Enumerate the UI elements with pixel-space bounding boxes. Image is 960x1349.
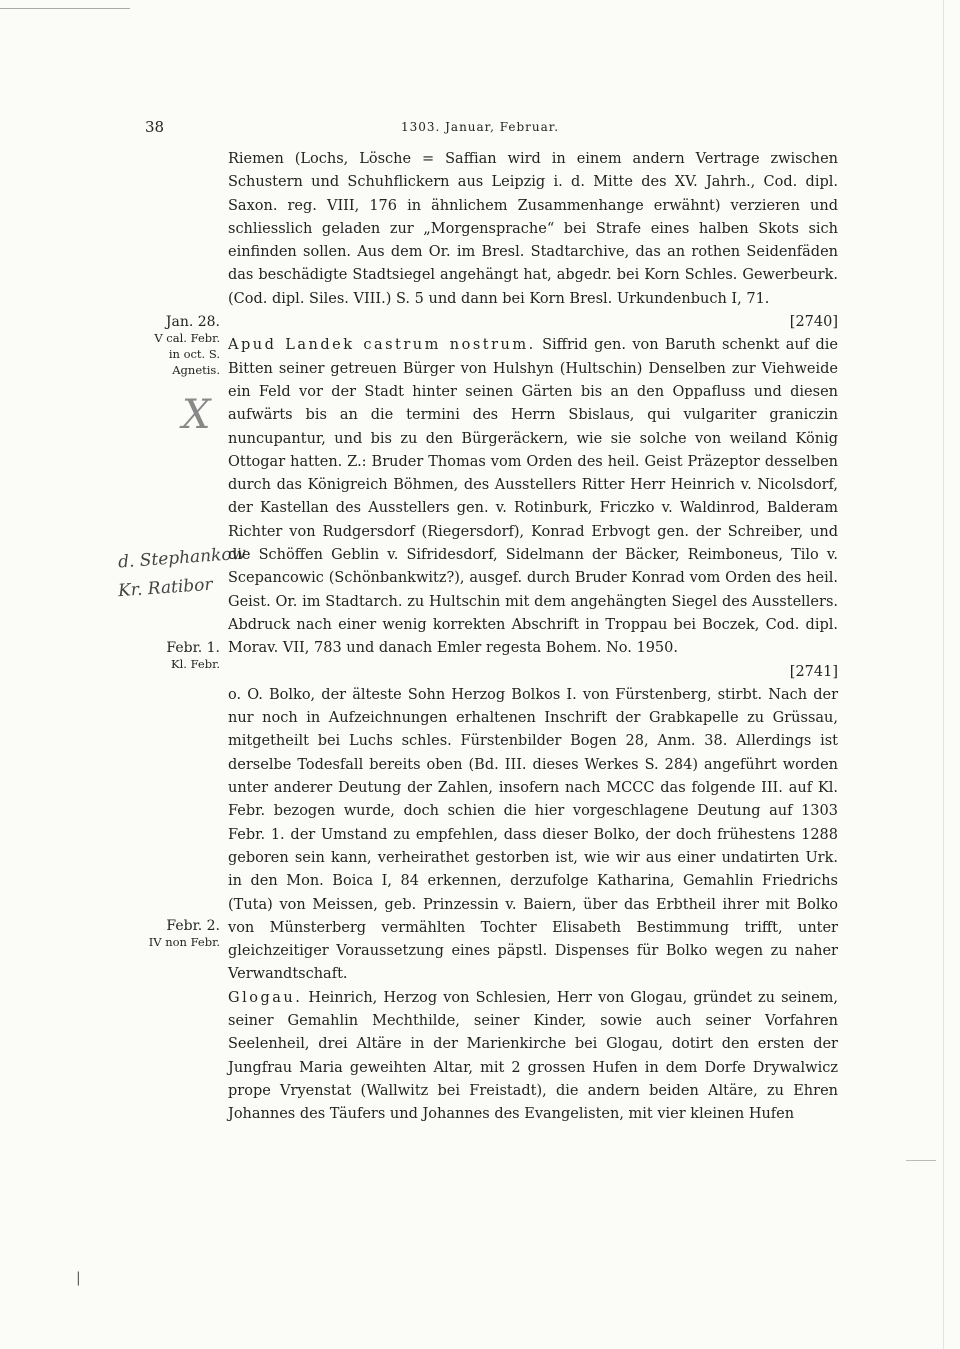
page-number: 38	[145, 118, 165, 136]
running-head: 1303. Januar, Februar.	[400, 120, 560, 134]
paragraph	[228, 148, 838, 334]
margin-date-febr-1	[166, 640, 220, 672]
margin-date: Jan. 28.	[165, 314, 220, 330]
place-name: o. O.	[228, 686, 263, 703]
paragraph-text: Heinrich, Herzog von Schlesien, Herr von Glogau, gründet zu seinem, seiner Gemahlin Mechthilde, seiner Kinder, sowie auch seiner Vorfahren Seelenheil, drei Altäre in der Marienkirche bei Glogau, dotirt den ersten der Jungfrau Maria geweihten Altar, mit 2 grossen Hufen in dem Dorfe Drywalwicz prope Vryenstat (Wallwitz bei Freistadt), die andern beiden Altäre, zu Ehren Johannes des Täufers und Johannes des Evangelisten, mit vier kleinen Hufen	[228, 989, 839, 1123]
paragraph-text: Bolko, der älteste Sohn Herzog Bolkos I. von Fürstenberg, stirbt. Nach der nur noch in Aufzeichnungen erhaltenen Inschrift der Grabkapelle zu Grüssau, mitgetheilt bei Luchs schles. Fürstenbilder Bogen 28, Anm. 38. Allerdings ist derselbe Todesfall bereits oben (Bd. III. dieses Werkes S. 284) angeführt worden unter anderer Deutung der Zahlen, insofern nach MCCC das folgende III. auf Kl. Febr. bezogen wurde, doch schien die hier vorgeschlagene Deutung auf 1303 Febr. 1. der Umstand zu empfehlen, dass dieser Bolko, der doch frühestens 1288 geboren sein kann, verheirathet gestorben ist, wie wir aus einer undatirten Urk. in den Mon. Boica I, 84 erkennen, derzufolge Katharina, Gemahlin Friedrichs (Tuta) von Meissen, geb. Prinzessin v. Baiern, über das Erbtheil ihrer mit Bolko von Münsterberg vermählten Tochter Elisabeth Bestimmung trifft, unter gleichzeitiger Voraussetzung eines päpstl. Dispenses für Bolko wegen zu naher Verwandtschaft.	[228, 686, 839, 983]
handwritten-note: d. Stephankow	[117, 543, 247, 573]
paragraph	[228, 987, 838, 1127]
margin-date: Febr. 2.	[166, 918, 220, 934]
scan-edge-line	[0, 8, 130, 9]
paragraph-text: Siffrid gen. von Baruth schenkt auf die Bitten seiner getreuen Bürger von Hulshyn (Hultschin) Denselben zur Viehweide ein Feld vor der Stadt hinter seinen Gärten bis an den Oppafluss und diesen aufwärts bis an die termini des Herrn Sbislaus, qui vulgariter graniczin nuncupantur, und bis zu den Bürgeräckern, wie sie solche von weiland König Ottogar hatten. Z.: Bruder Thomas vom Orden des heil. Geist Präzeptor desselben durch das Königreich Böhmen, des Ausstellers Ritter Herr Heinrich v. Nicolsdorf, der Kastellan des Ausstellers gen. v. Rotinburk, Friczko v. Waldinrod, Balderam Richter von Rudgersdorf (Riegersdorf), Konrad Erbvogt gen. der Schreiber, und die Schöffen Geblin v. Sifridesdorf, Sidelmann der Bäcker, Reimboneus, Tilo v. Scepancowic (Schönbankwitz?), ausgef. durch Bruder Konrad vom Orden des heil. Geist. Or. im Stadtarch. zu Hultschin mit dem angehängten Siegel des Ausstellers. Abdruck nach einer wenig korrekten Abschrift in Troppau bei Boczek, Cod. dipl. Morav. VII, 783 und danach Emler regesta Bohem. No. 1950.	[228, 337, 839, 657]
margin-date-sub: Kl. Febr.	[171, 657, 220, 671]
margin-date-jan-28	[154, 314, 220, 378]
place-name: Apud Landek castrum nostrum.	[228, 337, 536, 354]
scan-bottom-mark: |	[76, 1270, 81, 1286]
handwritten-note: Kr. Ratibor	[117, 574, 214, 602]
scan-right-mark	[906, 1160, 936, 1161]
margin-date: Febr. 1.	[166, 640, 220, 656]
entry-number: [2740]	[789, 314, 838, 331]
body-text	[228, 148, 838, 1126]
place-name: Glogau.	[228, 989, 303, 1006]
handwritten-mark: X	[182, 392, 211, 438]
margin-date-febr-2	[149, 918, 220, 950]
margin-date-sub: V cal. Febr. in oct. S. Agnetis.	[154, 331, 220, 377]
scan-right-edge	[943, 0, 944, 1349]
entry-number: [2741]	[789, 663, 838, 680]
paragraph-text: Riemen (Lochs, Lösche = Saffian wird in einem andern Vertrage zwischen Schustern und Schuhflickern aus Leipzig i. d. Mitte des XV. Jahrh., Cod. dipl. Saxon. reg. VIII, 176 in ähnlichem Zusammenhange erwähnt) verzieren und schliesslich geladen zur „Morgensprache“ bei Strafe eines halben Skots sich einfinden sollen. Aus dem Or. im Bresl. Stadtarchive, das an rothen Seidenfäden das beschädigte Stadtsiegel angehängt hat, abgedr. bei Korn Schles. Gewerbeurk. (Cod. dipl. Siles. VIII.) S. 5 und dann bei Korn Bresl. Urkundenbuch I, 71.	[228, 151, 838, 307]
paragraph	[228, 684, 838, 987]
margin-date-sub: IV non Febr.	[148, 935, 220, 949]
paragraph	[228, 334, 838, 683]
